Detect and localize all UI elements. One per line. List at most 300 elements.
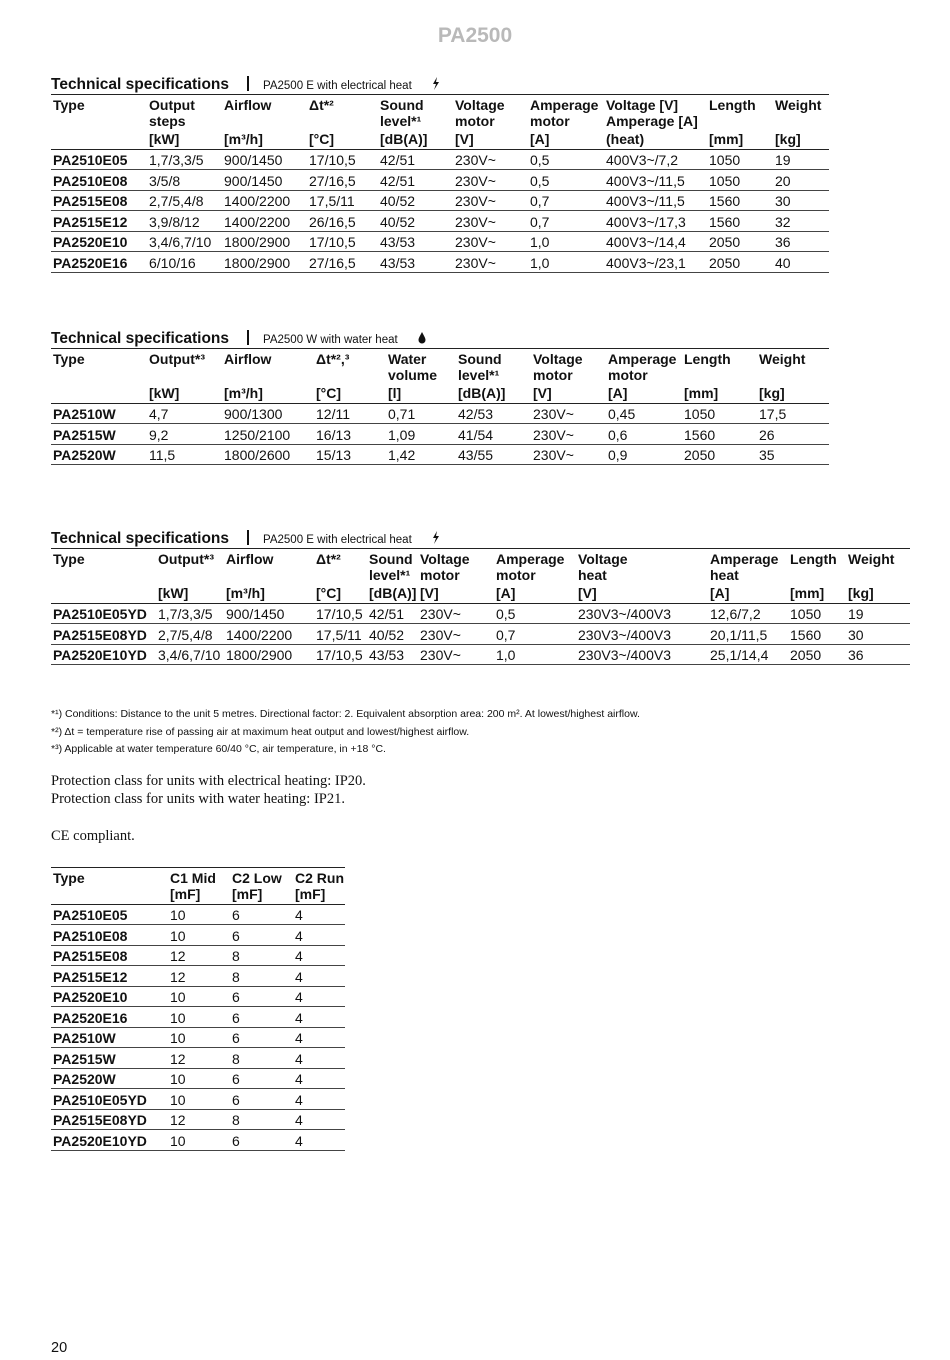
section-subtitle: PA2500 W with water heat [263,334,398,346]
table-cell: 230V~ [418,644,494,665]
footnote-2: *²) Δt = temperature rise of passing air at maximum heat output and lowest/highest airflow. [51,725,470,738]
column-header: [mm] [682,385,757,403]
table-cell: 10 [168,1007,230,1028]
table-cell: 19 [773,149,829,170]
table-cell: 25,1/14,4 [708,644,788,665]
type-cell: PA2510W [51,1027,168,1048]
column-header: Voltage [420,551,470,567]
table-cell: 12 [168,945,230,966]
table-cell: 230V~ [531,444,606,465]
table-cell: 3/5/8 [147,170,222,191]
table-cell: 1800/2900 [224,644,314,665]
column-header: [kW] [147,131,222,149]
table-cell: 6 [230,1007,293,1028]
table-cell: 4 [293,1048,345,1069]
column-header: [kW] [147,385,222,403]
table-cell: 0,5 [528,170,604,191]
table-row [51,945,345,966]
table-cell: 0,7 [528,211,604,232]
table-cell: 10 [168,1068,230,1089]
table-cell: 17,5/11 [307,190,378,211]
table-cell: 900/1450 [222,170,307,191]
table-cell: 40/52 [378,190,453,211]
column-header: level*¹ [380,113,422,129]
column-header [788,567,846,585]
column-header: Length [684,351,731,367]
type-cell: PA2520W [51,1068,168,1089]
table-cell: 6 [230,1089,293,1110]
table-cell: 230V~ [453,211,528,232]
column-header: Airflow [224,351,272,367]
column-header [51,113,147,131]
table-cell: 230V~ [418,624,494,645]
header-row [51,549,910,568]
column-header: Sound [369,551,413,567]
table-cell: 2,7/5,4/8 [156,624,224,645]
table-cell: 17/10,5 [314,603,367,624]
table-row [51,1109,345,1130]
table-cell: 230V~ [453,231,528,252]
column-header: [kg] [773,131,829,149]
section-title: Technical specifications [51,330,230,347]
column-header: steps [149,113,186,129]
column-header: [mm] [707,131,773,149]
table-cell: 1800/2600 [222,444,314,465]
column-header: Water [388,351,427,367]
divider [247,76,249,91]
column-header [51,567,156,585]
type-cell: PA2520E16 [51,1007,168,1028]
table-cell: 230V~ [453,170,528,191]
divider [247,330,249,345]
table-cell: 230V~ [531,424,606,445]
table-row [51,424,829,445]
column-header: [mF] [168,886,230,904]
column-header: motor [533,367,573,383]
header-row [51,95,829,114]
column-header: [A] [606,385,682,403]
column-header [51,131,147,149]
table-cell: 6 [230,1130,293,1151]
table-row [51,444,829,465]
table-cell: 0,5 [528,149,604,170]
table-cell: 3,4/6,7/10 [156,644,224,665]
lightning-bolt-icon [430,77,442,90]
table-row [51,925,345,946]
spec-table-water [51,348,829,465]
table-cell: 43/55 [456,444,531,465]
table-cell: 8 [230,966,293,987]
column-header [222,367,314,385]
table-cell: 36 [773,231,829,252]
header-row [51,367,829,385]
column-header [156,567,224,585]
table-cell: 12/11 [314,403,386,424]
section-title: Technical specifications [51,76,230,93]
table-cell: 230V~ [453,190,528,211]
table-cell: 2050 [788,644,846,665]
column-header [314,567,367,585]
table-cell: 42/51 [367,603,418,624]
table-cell: 4 [293,945,345,966]
table-cell: 43/53 [378,231,453,252]
table-cell: 6 [230,904,293,925]
header-row [51,585,910,603]
table-cell: 42/53 [456,403,531,424]
table-cell: 42/51 [378,149,453,170]
footnote-1: *¹) Conditions: Distance to the unit 5 metres. Directional factor: 2. Equivalent absorption area: 200 m². At lowest/highest airflow. [51,708,640,720]
type-cell: PA2515E12 [51,211,147,232]
table-cell: 2050 [707,252,773,273]
table-cell: 10 [168,1089,230,1110]
column-header: Output*³ [158,551,214,567]
column-header: Type [53,97,85,113]
table-cell: 40/52 [378,211,453,232]
column-header: C2 Low [232,870,282,886]
table-cell: 32 [773,211,829,232]
column-header: Type [53,351,85,367]
table-cell: 17/10,5 [307,149,378,170]
column-header: Output [149,97,195,113]
table-cell: 6 [230,1068,293,1089]
column-header: heat [578,567,607,583]
header-row [51,567,910,585]
table-cell: 10 [168,986,230,1007]
column-header: Weight [775,97,822,113]
table-cell: 4 [293,1027,345,1048]
lightning-bolt-icon [430,531,442,544]
column-header: Length [790,551,837,567]
table-cell: 42/51 [378,170,453,191]
column-header: [°C] [314,585,367,603]
type-cell: PA2520W [51,444,147,465]
table-cell: 900/1300 [222,403,314,424]
spec-table-electric-yd [51,548,910,665]
spec-section-electric-yd [51,528,910,665]
capacitor-section [51,867,345,1151]
table-cell: 17,5/11 [314,624,367,645]
column-header: Amperage [710,551,779,567]
column-header: volume [388,367,438,383]
table-cell: 1,0 [494,644,576,665]
table-cell: 400V3~/7,2 [604,149,707,170]
type-cell: PA2510E05YD [51,1089,168,1110]
column-header: [°C] [314,385,386,403]
column-header: Δt*²,³ [316,351,350,367]
table-cell: 30 [773,190,829,211]
table-cell: 1560 [788,624,846,645]
table-cell: 1400/2200 [222,190,307,211]
column-header: Sound [380,97,424,113]
table-cell: 0,9 [606,444,682,465]
column-header [51,585,156,603]
header-row [51,349,829,368]
type-cell: PA2520E10YD [51,644,156,665]
table-cell: 230V~ [453,149,528,170]
table-row [51,1130,345,1151]
column-header: Output*³ [149,351,205,367]
table-cell: 17/10,5 [307,231,378,252]
type-cell: PA2515E08 [51,190,147,211]
capacitor-table [51,867,345,1151]
table-cell: 1,7/3,3/5 [147,149,222,170]
column-header [147,367,222,385]
type-cell: PA2510E05 [51,149,147,170]
type-cell: PA2510E05YD [51,603,156,624]
table-cell: 1050 [788,603,846,624]
footnote-3: *³) Applicable at water temperature 60/40 °C, air temperature, in +18 °C. [51,743,386,755]
column-header: C1 Mid [170,870,216,886]
protection-class-text [51,772,366,808]
column-header: [A] [708,585,788,603]
table-cell: 4 [293,1089,345,1110]
table-cell: 230V~ [453,252,528,273]
table-cell: 1050 [682,403,757,424]
section-header [51,74,829,94]
table-cell: 0,45 [606,403,682,424]
column-header: [mm] [788,585,846,603]
table-cell: 1560 [707,190,773,211]
column-header: motor [608,367,648,383]
table-cell: 4 [293,986,345,1007]
table-cell: 43/53 [367,644,418,665]
column-header: Δt*² [316,551,341,567]
table-cell: 20 [773,170,829,191]
column-header: Weight [759,351,806,367]
column-header: motor [455,113,495,129]
table-cell: 11,5 [147,444,222,465]
water-drop-icon [416,331,428,344]
column-header: (heat) [604,131,707,149]
column-header: [m³/h] [222,131,307,149]
spec-section-water [51,328,829,465]
column-header: motor [530,113,570,129]
column-header: Length [709,97,756,113]
column-header: motor [420,567,460,583]
table-cell: 230V3~/400V3 [576,603,708,624]
column-header: [V] [453,131,528,149]
table-row [51,190,829,211]
spec-table-electric [51,94,829,273]
column-header: Amperage [608,351,677,367]
column-header: [V] [418,585,494,603]
protection-water: Protection class for units with water heating: IP21. [51,791,345,807]
section-title: Technical specifications [51,530,230,547]
table-cell: 1400/2200 [222,211,307,232]
column-header [51,385,147,403]
column-header: [l] [386,385,456,403]
table-cell: 4 [293,966,345,987]
table-row [51,1048,345,1069]
column-header: [mF] [230,886,293,904]
table-cell: 10 [168,1130,230,1151]
column-header [307,113,378,131]
table-cell: 1800/2900 [222,252,307,273]
table-cell: 1800/2900 [222,231,307,252]
column-header: [V] [531,385,606,403]
column-header: Voltage [578,551,628,567]
column-header: [kW] [156,585,224,603]
table-cell: 400V3~/17,3 [604,211,707,232]
header-row [51,131,829,149]
type-cell: PA2510W [51,403,147,424]
column-header: Amperage [A] [606,113,698,129]
table-cell: 1560 [682,424,757,445]
table-cell: 1,09 [386,424,456,445]
table-cell: 8 [230,1048,293,1069]
type-cell: PA2515E08YD [51,624,156,645]
table-cell: 6 [230,925,293,946]
header-row [51,113,829,131]
column-header: Δt*² [309,97,334,113]
column-header: C2 Run [295,870,344,886]
table-cell: 26 [757,424,829,445]
table-cell: 12,6/7,2 [708,603,788,624]
table-cell: 4 [293,904,345,925]
table-cell: 10 [168,904,230,925]
table-row [51,1027,345,1048]
table-row [51,211,829,232]
table-cell: 230V3~/400V3 [576,624,708,645]
column-header: [m³/h] [222,385,314,403]
section-header [51,528,910,548]
table-cell: 230V~ [418,603,494,624]
column-header: Voltage [533,351,583,367]
column-header: heat [710,567,739,583]
table-cell: 1250/2100 [222,424,314,445]
table-cell: 27/16,5 [307,252,378,273]
table-cell: 1,0 [528,231,604,252]
column-header [51,886,168,904]
table-cell: 0,71 [386,403,456,424]
column-header: Amperage [530,97,599,113]
table-row [51,1068,345,1089]
table-cell: 30 [846,624,910,645]
column-header [314,367,386,385]
type-cell: PA2515E08YD [51,1109,168,1130]
column-header: Type [53,870,85,886]
table-cell: 6 [230,1027,293,1048]
column-header: [dB(A)] [456,385,531,403]
type-cell: PA2520E10YD [51,1130,168,1151]
table-cell: 8 [230,945,293,966]
column-header: Sound [458,351,502,367]
table-cell: 900/1450 [224,603,314,624]
table-cell: 1,42 [386,444,456,465]
table-cell: 230V3~/400V3 [576,644,708,665]
table-cell: 400V3~/11,5 [604,170,707,191]
table-cell: 1,7/3,3/5 [156,603,224,624]
table-cell: 12 [168,1048,230,1069]
table-cell: 400V3~/11,5 [604,190,707,211]
table-cell: 10 [168,1027,230,1048]
table-cell: 3,4/6,7/10 [147,231,222,252]
column-header [707,113,773,131]
column-header: [m³/h] [224,585,314,603]
column-header: [kg] [757,385,829,403]
table-cell: 17,5 [757,403,829,424]
table-cell: 230V~ [531,403,606,424]
table-cell: 1,0 [528,252,604,273]
table-row [51,1089,345,1110]
table-cell: 1050 [707,149,773,170]
table-cell: 900/1450 [222,149,307,170]
column-header: [V] [576,585,708,603]
column-header: motor [496,567,536,583]
table-cell: 1560 [707,211,773,232]
table-row [51,1007,345,1028]
table-cell: 4 [293,925,345,946]
table-cell: 26/16,5 [307,211,378,232]
table-row [51,252,829,273]
table-row [51,966,345,987]
table-cell: 41/54 [456,424,531,445]
table-cell: 4 [293,1109,345,1130]
column-header [224,567,314,585]
type-cell: PA2515E12 [51,966,168,987]
column-header [757,367,829,385]
table-row [51,403,829,424]
table-cell: 27/16,5 [307,170,378,191]
column-header: Airflow [224,97,272,113]
table-cell: 6 [230,986,293,1007]
column-header [846,567,910,585]
table-cell: 17/10,5 [314,644,367,665]
table-cell: 0,7 [528,190,604,211]
table-cell: 20,1/11,5 [708,624,788,645]
type-cell: PA2515E08 [51,945,168,966]
table-cell: 12 [168,1109,230,1130]
protection-electric: Protection class for units with electrical heating: IP20. [51,773,366,789]
table-cell: 2,7/5,4/8 [147,190,222,211]
column-header: [mF] [293,886,345,904]
table-cell: 19 [846,603,910,624]
ce-compliance-text: CE compliant. [51,828,135,844]
column-header: Airflow [226,551,274,567]
type-cell: PA2510E08 [51,925,168,946]
type-cell: PA2510E05 [51,904,168,925]
table-cell: 4 [293,1007,345,1028]
table-row [51,986,345,1007]
column-header: Weight [848,551,895,567]
column-header: [°C] [307,131,378,149]
table-cell: 35 [757,444,829,465]
table-cell: 1050 [707,170,773,191]
table-cell: 4 [293,1068,345,1089]
spec-section-electric-1 [51,74,829,273]
table-cell: 0,7 [494,624,576,645]
table-cell: 2050 [682,444,757,465]
table-row [51,603,910,624]
table-cell: 40 [773,252,829,273]
column-header [773,113,829,131]
column-header: Type [53,551,85,567]
header-row [51,868,345,887]
section-subtitle: PA2500 E with electrical heat [263,80,412,92]
table-row [51,149,829,170]
page-number: 20 [51,1340,68,1356]
table-cell: 0,5 [494,603,576,624]
table-cell: 6/10/16 [147,252,222,273]
table-cell: 2050 [707,231,773,252]
table-row [51,904,345,925]
table-cell: 1400/2200 [224,624,314,645]
column-header: level*¹ [369,567,411,583]
table-cell: 400V3~/14,4 [604,231,707,252]
type-cell: PA2515W [51,424,147,445]
column-header [51,367,147,385]
divider [247,530,249,545]
